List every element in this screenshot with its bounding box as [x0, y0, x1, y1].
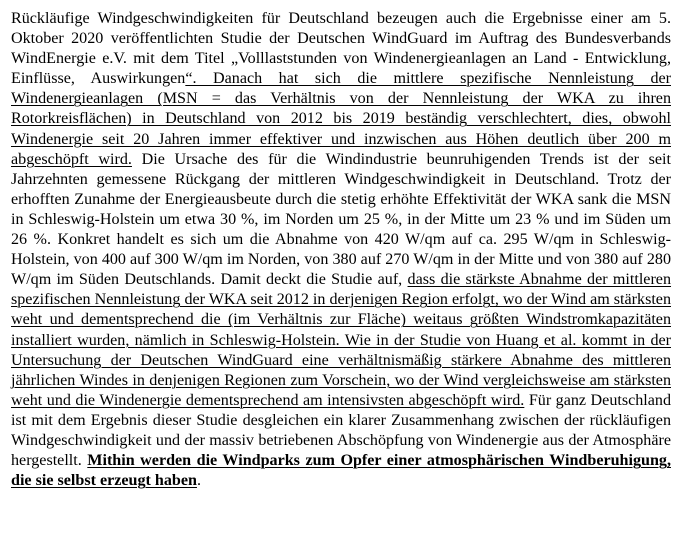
document-paragraph — [11, 9, 671, 491]
text-segment: Rückläufige Windgeschwindigkeiten für Deutschland bezeugen auch die Ergebnisse einer am 5. Oktober 2020 veröffentlichten Studie der Deutschen WindGuard im Auftrag des Bundesverbands WindEnergie e.V. mit dem Titel „Volllaststunden von Windenergieanlagen an Land - Entwicklung, Einflüsse, Auswirkungen — [11, 10, 671, 88]
underlined-text-segment: dass die stärkste Abnahme der mittleren spezifischen Nennleistung der WKA seit 2012 in derjenigen Region erfolgt, wo der Wind am stärksten weht und dementsprechend die (im Verhältnis zur Fläche) weitaus größten Windstromkapazitäten installiert wurden, nämlich in Schleswig-Holstein. Wie in der Studie von Huang et al. kommt in der Untersuchung der Deutschen WindGuard eine verhältnismäßig stärkere Abnahme des mittleren jährlichen Windes in denjenigen Regionen zum Vorschein, wo der Wind vergleichsweise am stärksten weht und die Windenergie dementsprechend am intensivsten abgeschöpft wird. — [11, 271, 672, 409]
underlined-text-segment: “. Danach hat sich die mittlere spezifische Nennleistung der Windenergieanlagen (MSN = das Verhältnis von der Nennleistung der WKA zu ihren Rotorkreisflächen) in Deutschland von 2012 bis 2019 beständig verschlechtert, dies, obwohl Windenergie seit 20 Jahren immer effektiver und inzwischen aus Höhen deutlich über 200 m abgeschöpft wird. — [11, 70, 671, 168]
bold-underlined-conclusion: Mithin werden die Windparks zum Opfer einer atmosphärischen Windberuhigung, die sie selbst erzeugt haben — [11, 452, 671, 490]
text-segment: Für ganz Deutschland ist mit dem Ergebnis dieser Studie desgleichen ein klarer Zusammenhang zwischen der rückläufigen Windgeschwindigkeit und der massiv betriebenen Abschöpfung von Windenergie aus der Atmosphäre hergestellt. — [11, 391, 671, 470]
text-segment: . — [196, 472, 201, 490]
text-segment: Die Ursache des für die Windindustrie beunruhigenden Trends ist der seit Jahrzehnten gemessene Rückgang der mittleren Windgeschwindigkeit in Deutschland. Trotz der erhofften Zunahme der Energieausbeute durch die stetig erhöhte Effektivität der WKA sank die MSN in Schleswig-Holstein um etwa 30 %, im Norden um 25 %, in der Mitte um 23 % und im Süden um 26 %. Konkret handelt es sich um die Abnahme von 420 W/qm auf ca. 295 W/qm in Schleswig-Holstein, von 400 auf 300 W/qm im Norden, von 380 auf 270 W/qm in der Mitte und von 380 auf 280 W/qm im Süden Deutschlands. Damit deckt die Studie auf, — [11, 150, 671, 289]
